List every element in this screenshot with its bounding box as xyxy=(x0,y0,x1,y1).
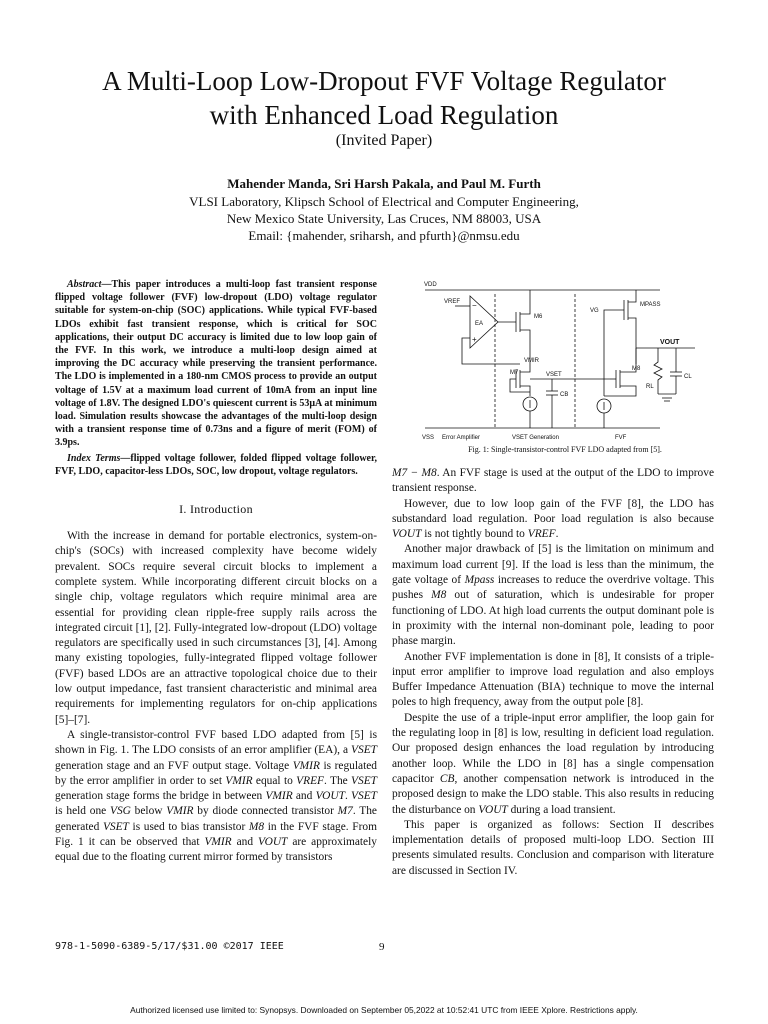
paper-title xyxy=(0,64,768,132)
intro-paragraph-1: With the increase in demand for portable electronics, system-on-chip's (SOCs) with increased complexity have become widely prevalent. SOCs require several circuit blocks to implement a complete system. While incorporating different circuit blocks on a single chip, voltage regulators which require minimal area are essential for providing clean ripple-free supply rails across the integrated circuit [1], [2]. Fully-integrated low-dropout (LDO) voltage regulators are specifically used in such circumstances [3], [4]. Among many existing topologies, fully-integrated flipped voltage follower (FVF) based LDOs are an attractive topological choice due to their low output impedance, fast transient characteristic and minimal area requirements for implementing regulators for on-chip applications [5]–[7]. xyxy=(55,530,377,726)
label-error-amplifier: Error Amplifier xyxy=(442,435,481,441)
right-paragraph-1: M7 − M8. An FVF stage is used at the output of the LDO to improve transient response. xyxy=(392,467,714,495)
download-disclaimer: Authorized licensed use limited to: Synopsys. Downloaded on September 05,2022 at 10:52:41 UTC from IEEE Xplore. Restrictions apply. xyxy=(130,1005,638,1015)
label-m6: M6 xyxy=(534,314,543,320)
symbol-vout: VOUT xyxy=(315,790,345,803)
label-vref: VREF xyxy=(444,299,461,305)
affiliation-line-1: VLSI Laboratory, Klipsch School of Electrical and Computer Engineering, xyxy=(189,194,579,209)
label-m8: M8 xyxy=(632,366,641,372)
right-paragraph-6: This paper is organized as follows: Section II describes implementation details of proposed multi-loop LDO. Section III presents simulated results. Conclusion and comparison with literature are discussed in Section IV. xyxy=(392,818,714,877)
figure-1-schematic xyxy=(420,276,710,446)
label-vdd: VDD xyxy=(424,282,437,288)
symbol-m8: M8 xyxy=(248,820,265,833)
label-mpass: MPASS xyxy=(640,302,661,308)
label-minus: − xyxy=(472,301,477,310)
index-terms-label: Index Terms xyxy=(67,452,121,464)
authors: Mahender Manda, Sri Harsh Pakala, and Paul M. Furth xyxy=(227,176,541,191)
index-terms-text: —flipped voltage follower, folded flipped voltage follower, FVF, LDO, capacitor-less LDOs, SOC, low dropout, voltage regulators. xyxy=(55,452,377,477)
symbol-cb: CB xyxy=(439,772,455,785)
label-rl: RL xyxy=(646,384,654,390)
index-terms xyxy=(55,452,377,478)
label-plus: + xyxy=(472,335,477,344)
symbol-m7-m8: M7 − M8 xyxy=(392,467,437,479)
abstract xyxy=(55,278,377,450)
symbol-vsg: VSG xyxy=(110,805,131,818)
label-fvf: FVF xyxy=(615,435,627,441)
symbol-mpass: Mpass xyxy=(464,574,495,587)
label-ea: EA xyxy=(475,321,484,327)
page-number: 9 xyxy=(379,941,385,953)
left-column xyxy=(55,278,377,866)
isbn-footer: 978-1-5090-6389-5/17/$31.00 ©2017 IEEE xyxy=(55,941,284,952)
email-line: Email: {mahender, sriharsh, and pfurth}@nmsu.edu xyxy=(248,228,520,243)
right-paragraph-5: Despite the use of a triple-input error amplifier, the loop gain for the regulating loop in [8] is low, resulting in deficient load regulation. Our proposed design enhances the load regulation by introducing another loop. While the LDO in [8] has a single compensation capacitor CB, another compensation network is introduced in the proposed design to make the LDO stable. This also results in reducing the disturbance on VOUT during a load transient. xyxy=(392,711,714,816)
label-cl: CL xyxy=(684,374,692,380)
symbol-vset: VSET xyxy=(351,744,377,757)
paper-subtitle: (Invited Paper) xyxy=(335,132,433,149)
right-paragraph-3: Another major drawback of [5] is the limitation on minimum and maximum load current [9]. If the load is less than the minimum, the gate voltage of Mpass increases to reduce the overdrive voltage. This pushes M8 out of saturation, which is undesirable for proper functioning of LDO. At high load currents the output dominant pole is in proximity with the internal non-dominant pole, leading to poor phase margin. xyxy=(392,543,714,648)
figure-1-caption: Fig. 1: Single-transistor-control FVF LDO adapted from [5]. xyxy=(468,445,662,454)
intro-paragraph-2: A single-transistor-control FVF based LDO adapted from [5] is shown in Fig. 1. The LDO consists of an error amplifier (EA), a VSET generation stage and an FVF output stage. Voltage VMIR is regulated by the error amplifier in order to set VMIR equal to VREF. The VSET generation stage forms the bridge in between VMIR and VOUT. VSET is held one VSG below VMIR by diode connected transistor M7. The generated VSET is used to bias transistor M8 in the FVF stage. From Fig. 1 it can be observed that VMIR and VOUT are approximately equal due to the floating current mirror formed by transistors xyxy=(55,728,377,864)
label-vout: VOUT xyxy=(660,339,680,346)
symbol-vmir: VMIR xyxy=(292,759,320,772)
symbol-vref: VREF xyxy=(296,774,324,787)
label-cb: CB xyxy=(560,392,569,398)
right-column xyxy=(392,466,714,879)
title-line-1: A Multi-Loop Low-Dropout FVF Voltage Regulator xyxy=(102,66,666,96)
label-vset: VSET xyxy=(546,372,562,378)
symbol-m7: M7 xyxy=(337,805,353,818)
right-paragraph-2: However, due to low loop gain of the FVF [8], the LDO has substandard load regulation. Poor load regulation is also because VOUT is not tightly bound to VREF. xyxy=(392,497,714,541)
affiliation-line-2: New Mexico State University, Las Cruces, NM 88003, USA xyxy=(226,211,542,226)
label-vmir: VMIR xyxy=(524,358,539,364)
abstract-text: —This paper introduces a multi-loop fast transient response flipped voltage follower (FVF) low-dropout (LDO) voltage regulator suitable for system-on-chip (SOC) applications. While typical FVF-based LDOs exhibit fast transient response, which is critical for SOC applications, their output DC accuracy is limited due to low loop gain of the FVF. In this work, we introduce a multi-loop design aimed at improving the DC accuracy while preserving the transient performance. The LDO is implemented in a 180-nm CMOS process to provide an output voltage of 1.5V at a maximum load current of 10mA from an input line voltage of 1.8V. The designed LDO's quiescent current is 53μA at minimum load. Simulation results showcase the advantages of the multi-loop design with a transient response time of 0.73ns and a figure of merit (FOM) of 3.9ps. xyxy=(55,279,377,449)
section-heading-introduction: I. Introduction xyxy=(179,502,253,517)
label-vss: VSS xyxy=(422,435,435,441)
label-vset-generation: VSET Generation xyxy=(512,435,559,441)
abstract-label: Abstract xyxy=(67,279,102,290)
label-vg: VG xyxy=(590,308,599,314)
label-m7: M7 xyxy=(510,370,519,376)
right-paragraph-4: Another FVF implementation is done in [8], It consists of a triple-input error amplifier to improve load regulation and also employs Buffer Impedance Attenuation (BIA) technique to move the internal poles to high frequency, away from the output pole [8]. xyxy=(392,650,714,709)
title-line-2: with Enhanced Load Regulation xyxy=(209,100,559,130)
